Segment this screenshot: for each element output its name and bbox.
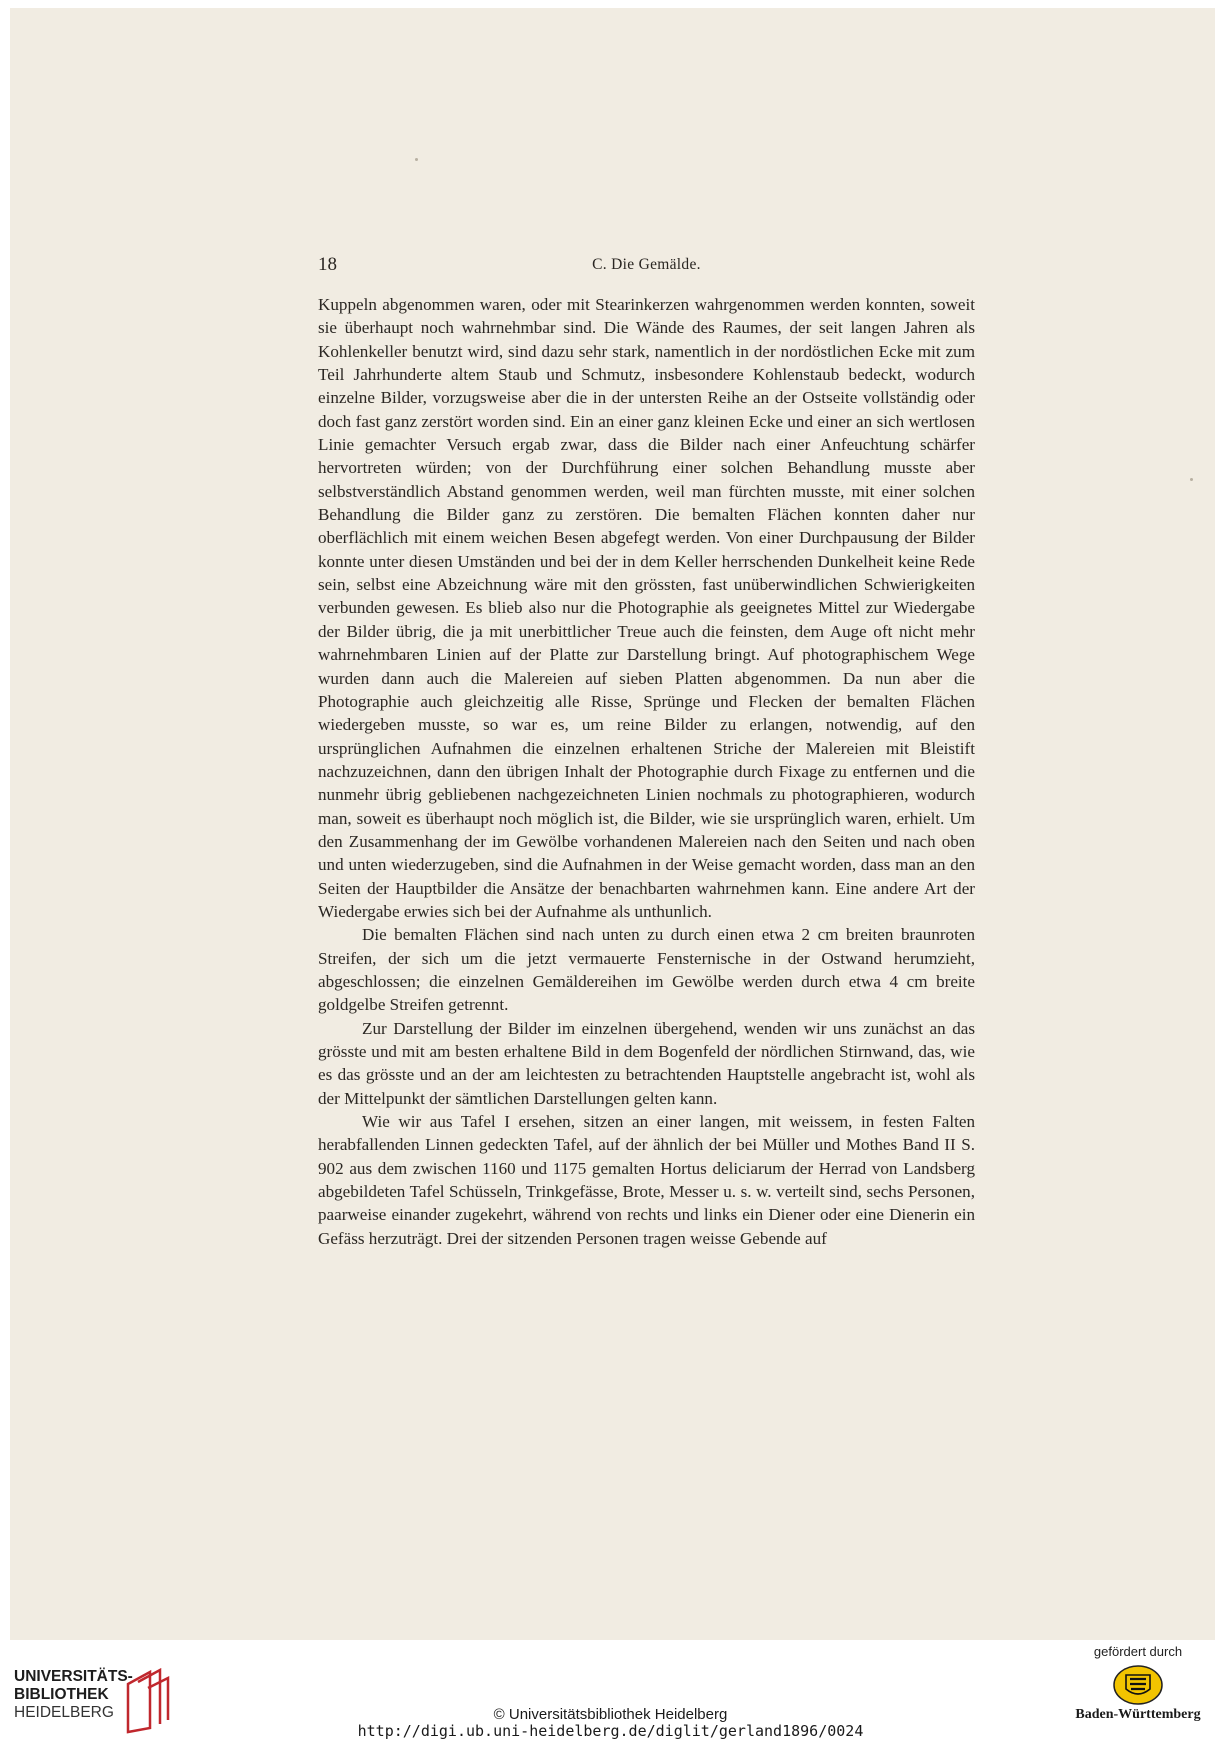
page-number: 18 xyxy=(318,254,337,275)
funding-state: Baden-Württemberg xyxy=(1075,1707,1201,1722)
copyright-notice: © Universitätsbibliothek Heidelberg xyxy=(493,1706,728,1723)
logo-line-2: BIBLIOTHEK xyxy=(14,1686,109,1703)
logo-line-3: HEIDELBERG xyxy=(14,1704,114,1721)
logo-line-1: UNIVERSITÄTS- xyxy=(14,1668,133,1685)
permalink[interactable]: http://digi.ub.uni-heidelberg.de/diglit/gerland1896/0024 xyxy=(357,1722,864,1740)
paragraph: Kuppeln abgenommen waren, oder mit Stearinkerzen wahrgenommen werden konnten, soweit sie überhaupt noch wahrnehmbar sind. Die Wände des Raumes, der seit langen Jahren als Kohlenkeller benutzt wird, sind dazu sehr stark, namentlich in der nordöstlichen Ecke mit zum Teil Jahrhunderte altem Staub und Schmutz, insbesondere Kohlenstaub bedeckt, wodurch einzelne Bilder, vorzugsweise aber die in der untersten Reihe an der Ostseite vollständig oder doch fast ganz zerstört worden sind. Ein an einer ganz kleinen Ecke und einer an sich wertlosen Linie gemachter Versuch ergab zwar, dass die Bilder nach einer Anfeuchtung schärfer hervortreten würden; von der Durchführung einer solchen Behandlung musste aber selbstverständlich Abstand genommen werden, weil man fürchten musste, mit einer solchen Behandlung die Bilder ganz zu zerstören. Die bemalten Flächen konnten daher nur oberflächlich mit einem weichen Besen abgefegt werden. Von einer Durchpausung der Bilder konnte unter diesen Umständen und bei der in dem Keller herrschenden Dunkelheit keine Rede sein, selbst eine Abzeichnung wäre mit den grössten, fast unüberwindlichen Schwierigkeiten verbunden gewesen. Es blieb also nur die Photographie als geeignetes Mittel zur Wiedergabe der Bilder übrig, die ja mit unerbittlicher Treue auch die feinsten, dem Auge oft nicht mehr wahrnehmbaren Linien auf der Platte zur Darstellung bringt. Auf photographischem Wege wurden dann auch die Malereien auf sieben Platten abgenommen. Da nun aber die Photographie auch gleichzeitig alle Risse, Sprünge und Flecken der bemalten Flächen wiedergeben musste, so war es, um reine Bilder zu erlangen, notwendig, auf den ursprünglichen Aufnahmen die einzelnen erhaltenen Striche der Malereien mit Bleistift nachzuzeichnen, dann den übrigen Inhalt der Photographie durch Fixage zu entfernen und die nunmehr übrig gebliebenen nachgezeichneten Linien nochmals zu photographieren, wodurch man, soweit es überhaupt noch möglich ist, die Bilder, wie sie ursprünglich waren, erhielt. Um den Zusammenhang der im Gewölbe vorhandenen Malereien nach den Seiten und nach oben und unten wiederzugeben, sind die Aufnahmen in der Weise gemacht worden, dass man an den Seiten der Hauptbilder die Ansätze der benachbarten wahrnehmen kann. Eine andere Art der Wiedergabe erwies sich bei der Aufnahme als unthunlich. xyxy=(318,295,975,921)
state-crest-icon xyxy=(1113,1665,1163,1705)
page-header xyxy=(318,250,975,280)
paragraph: Zur Darstellung der Bilder im einzelnen übergehend, wenden wir uns zunächst an das grösste und mit am besten erhaltene Bild in dem Bogenfeld der nördlichen Stirnwand, das, wie es das grösste und an der am leichtesten zu betrachtenden Hauptstelle angebracht ist, wohl als der Mittelpunkt der sämtlichen Darstellungen gelten kann. xyxy=(318,1018,975,1108)
funding-badge[interactable] xyxy=(1060,1644,1216,1740)
viewer-footer xyxy=(0,1640,1221,1742)
running-head: C. Die Gemälde. xyxy=(592,256,701,273)
paragraph: Die bemalten Flächen sind nach unten zu durch einen etwa 2 cm breiten braunroten Streifen, der sich um die jetzt vermauerte Fensternische in der Ostwand herumzieht, abgeschlossen; die einzelnen Gemäldereihen im Gewölbe werden durch etwa 4 cm breite goldgelbe Streifen getrennt. xyxy=(318,925,975,1015)
body-text xyxy=(318,293,975,1250)
paragraph: Wie wir aus Tafel I ersehen, sitzen an einer langen, mit weissem, in festen Falten herabfallenden Linnen gedeckten Tafel, auf der ähnlich der bei Müller und Mothes Band II S. 902 aus dem zwischen 1160 und 1175 gemalten Hortus deliciarum der Herrad von Landsberg abgebildeten Tafel Schüsseln, Trinkgefässe, Brote, Messer u. s. w. verteilt sind, sechs Personen, paarweise einander zugekehrt, während von rechts und links ein Diener oder eine Dienerin ein Gefäss herzuträgt. Drei der sitzenden Personen tragen weisse Gebende auf xyxy=(318,1112,975,1248)
scan-speck xyxy=(415,158,418,161)
funding-label: gefördert durch xyxy=(1093,1644,1183,1659)
scan-speck xyxy=(1190,478,1193,481)
